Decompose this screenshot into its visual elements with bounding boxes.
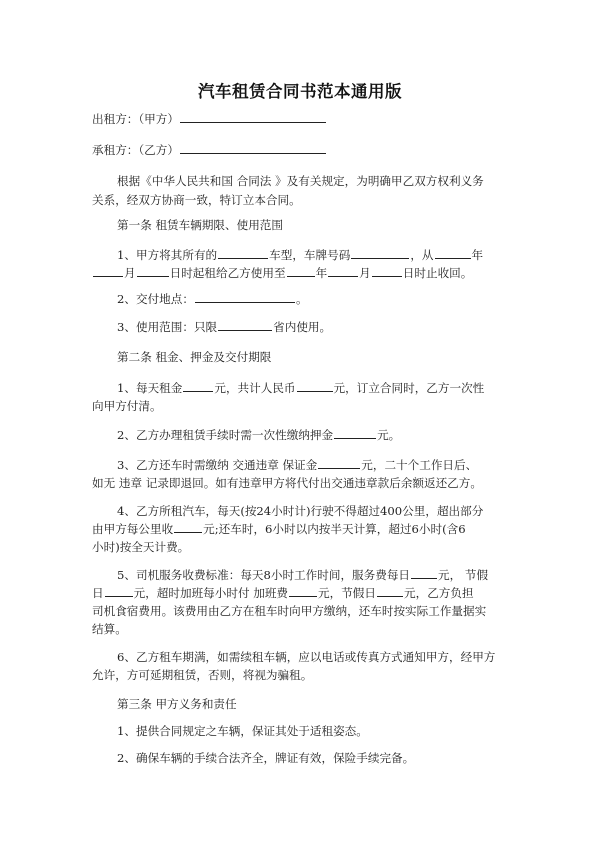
daily-service-fee-blank: [411, 566, 437, 579]
article2-heading: 第二条 租金、押金及交付期限: [117, 350, 272, 364]
article2-item3-line2: 如无 违章 记录即退回。如有违章甲方将代付出交通违章款后余额返还乙方。: [92, 476, 482, 490]
article3-heading: 第三条 甲方义务和责任: [117, 697, 237, 711]
article1-item1-line1: [117, 246, 537, 264]
text-segment: 2、交付地点：: [117, 292, 194, 306]
text-segment: 元，超时加班每小时付 加班费: [133, 586, 289, 600]
text-segment: 。: [295, 292, 308, 306]
holiday-fee-blank: [105, 584, 133, 597]
start-day-blank: [137, 264, 169, 277]
document-title: 汽车租赁合同书范本通用版: [198, 82, 402, 101]
daily-rent-blank: [183, 379, 213, 392]
text-segment: 元，节假日: [318, 586, 376, 600]
text-segment: 省内使用。: [273, 320, 332, 334]
preamble-line-1: 根据《中华人民共和国 合同法 》及有关规定，为明确甲乙双方权利义务: [117, 174, 484, 188]
text-segment: 年: [315, 266, 328, 280]
preamble-line-2: 关系，经双方协商一致，特订立本合同。: [92, 193, 301, 207]
article2-item5-line3: 司机食宿费用。该费用由乙方在租车时向甲方缴纳，还车时按实际工作量据实: [92, 604, 487, 618]
party-b-line: [92, 141, 512, 159]
article2-item1-line1: [117, 379, 537, 397]
text-segment: 3、乙方还车时需缴纳 交通违章 保证金: [117, 458, 318, 472]
text-segment: 由甲方每公里收: [92, 522, 174, 536]
text-segment: 元。: [377, 428, 401, 442]
total-rent-blank: [297, 379, 333, 392]
end-month-blank: [328, 264, 358, 277]
text-segment: 3、使用范围：只限: [117, 320, 218, 334]
article2-item4-line2: [92, 520, 512, 538]
article3-item1: 1、提供合同规定之车辆，保证其处于适租姿态。: [117, 724, 368, 738]
party-a-blank: [180, 110, 326, 123]
per-km-fee-blank: [174, 520, 202, 533]
party-b-label: 承租方：（乙方）: [92, 143, 179, 157]
text-segment: 元;还车时，6小时以内按半天计算，超过6小时(含6: [203, 522, 466, 536]
text-segment: 日: [92, 586, 104, 600]
text-segment: 1、每天租金: [117, 381, 183, 395]
article2-item6-line2: 允许，方可延期租赁，否则，将视为骗租。: [92, 668, 313, 682]
text-segment: 元，乙方负担: [404, 586, 474, 600]
text-segment: 日时止收回。: [402, 266, 473, 280]
deposit-blank: [334, 426, 376, 439]
text-segment: 元，订立合同时，乙方一次性: [333, 381, 485, 395]
party-a-label: 出租方：（甲方）: [92, 112, 179, 126]
article1-item2: [117, 290, 537, 308]
vehicle-model-blank: [218, 246, 268, 259]
text-segment: 1、甲方将其所有的: [117, 248, 218, 262]
overtime-fee-blank: [289, 584, 317, 597]
violation-deposit-blank: [318, 456, 360, 469]
article2-item1-line2: 向甲方付清。: [92, 399, 162, 413]
article2-item3-line1: [117, 456, 537, 474]
article2-item4-line1: 4、乙方所租汽车，每天(按24小时计)行驶不得超过400公里，超出部分: [117, 504, 484, 518]
article2-item5-line4: 结算。: [92, 622, 127, 636]
article1-item1-line2: [92, 264, 512, 282]
article2-item6-line1: 6、乙方租车期满，如需续租车辆，应以电话或传真方式通知甲方，经甲方: [117, 650, 496, 664]
article2-item5-line1: [117, 566, 537, 584]
start-year-blank: [435, 246, 471, 259]
text-segment: 元，共计人民币: [214, 381, 296, 395]
party-a-line: [92, 110, 512, 128]
usage-province-blank: [218, 318, 272, 331]
holiday-overtime-blank: [377, 584, 403, 597]
text-segment: 年: [471, 248, 484, 262]
article2-item2: [117, 426, 537, 444]
article2-item4-line3: 小时)按全天计费。: [92, 540, 190, 554]
text-segment: 月: [359, 266, 371, 280]
text-segment: 2、乙方办理租赁手续时需一次性缴纳押金: [117, 428, 334, 442]
article1-heading: 第一条 租赁车辆期限、使用范围: [117, 218, 283, 232]
delivery-location-blank: [195, 290, 295, 303]
end-year-blank: [287, 264, 315, 277]
party-b-blank: [180, 141, 326, 154]
text-segment: 日时起租给乙方使用至: [169, 266, 286, 280]
article3-item2: 2、确保车辆的手续合法齐全，牌证有效，保险手续完备。: [117, 751, 415, 765]
plate-number-blank: [351, 246, 409, 259]
start-month-blank: [93, 264, 123, 277]
text-segment: ，从: [410, 248, 434, 262]
text-segment: 车型，车牌号码: [269, 248, 351, 262]
text-segment: 元，二十个工作日后、: [361, 458, 478, 472]
text-segment: 5、司机服务收费标准：每天8小时工作时间，服务费每日: [117, 568, 411, 582]
article1-item3: [117, 318, 537, 336]
article2-item5-line2: [92, 584, 512, 602]
text-segment: 月: [124, 266, 136, 280]
text-segment: 元， 节假: [438, 568, 489, 582]
end-day-blank: [372, 264, 402, 277]
